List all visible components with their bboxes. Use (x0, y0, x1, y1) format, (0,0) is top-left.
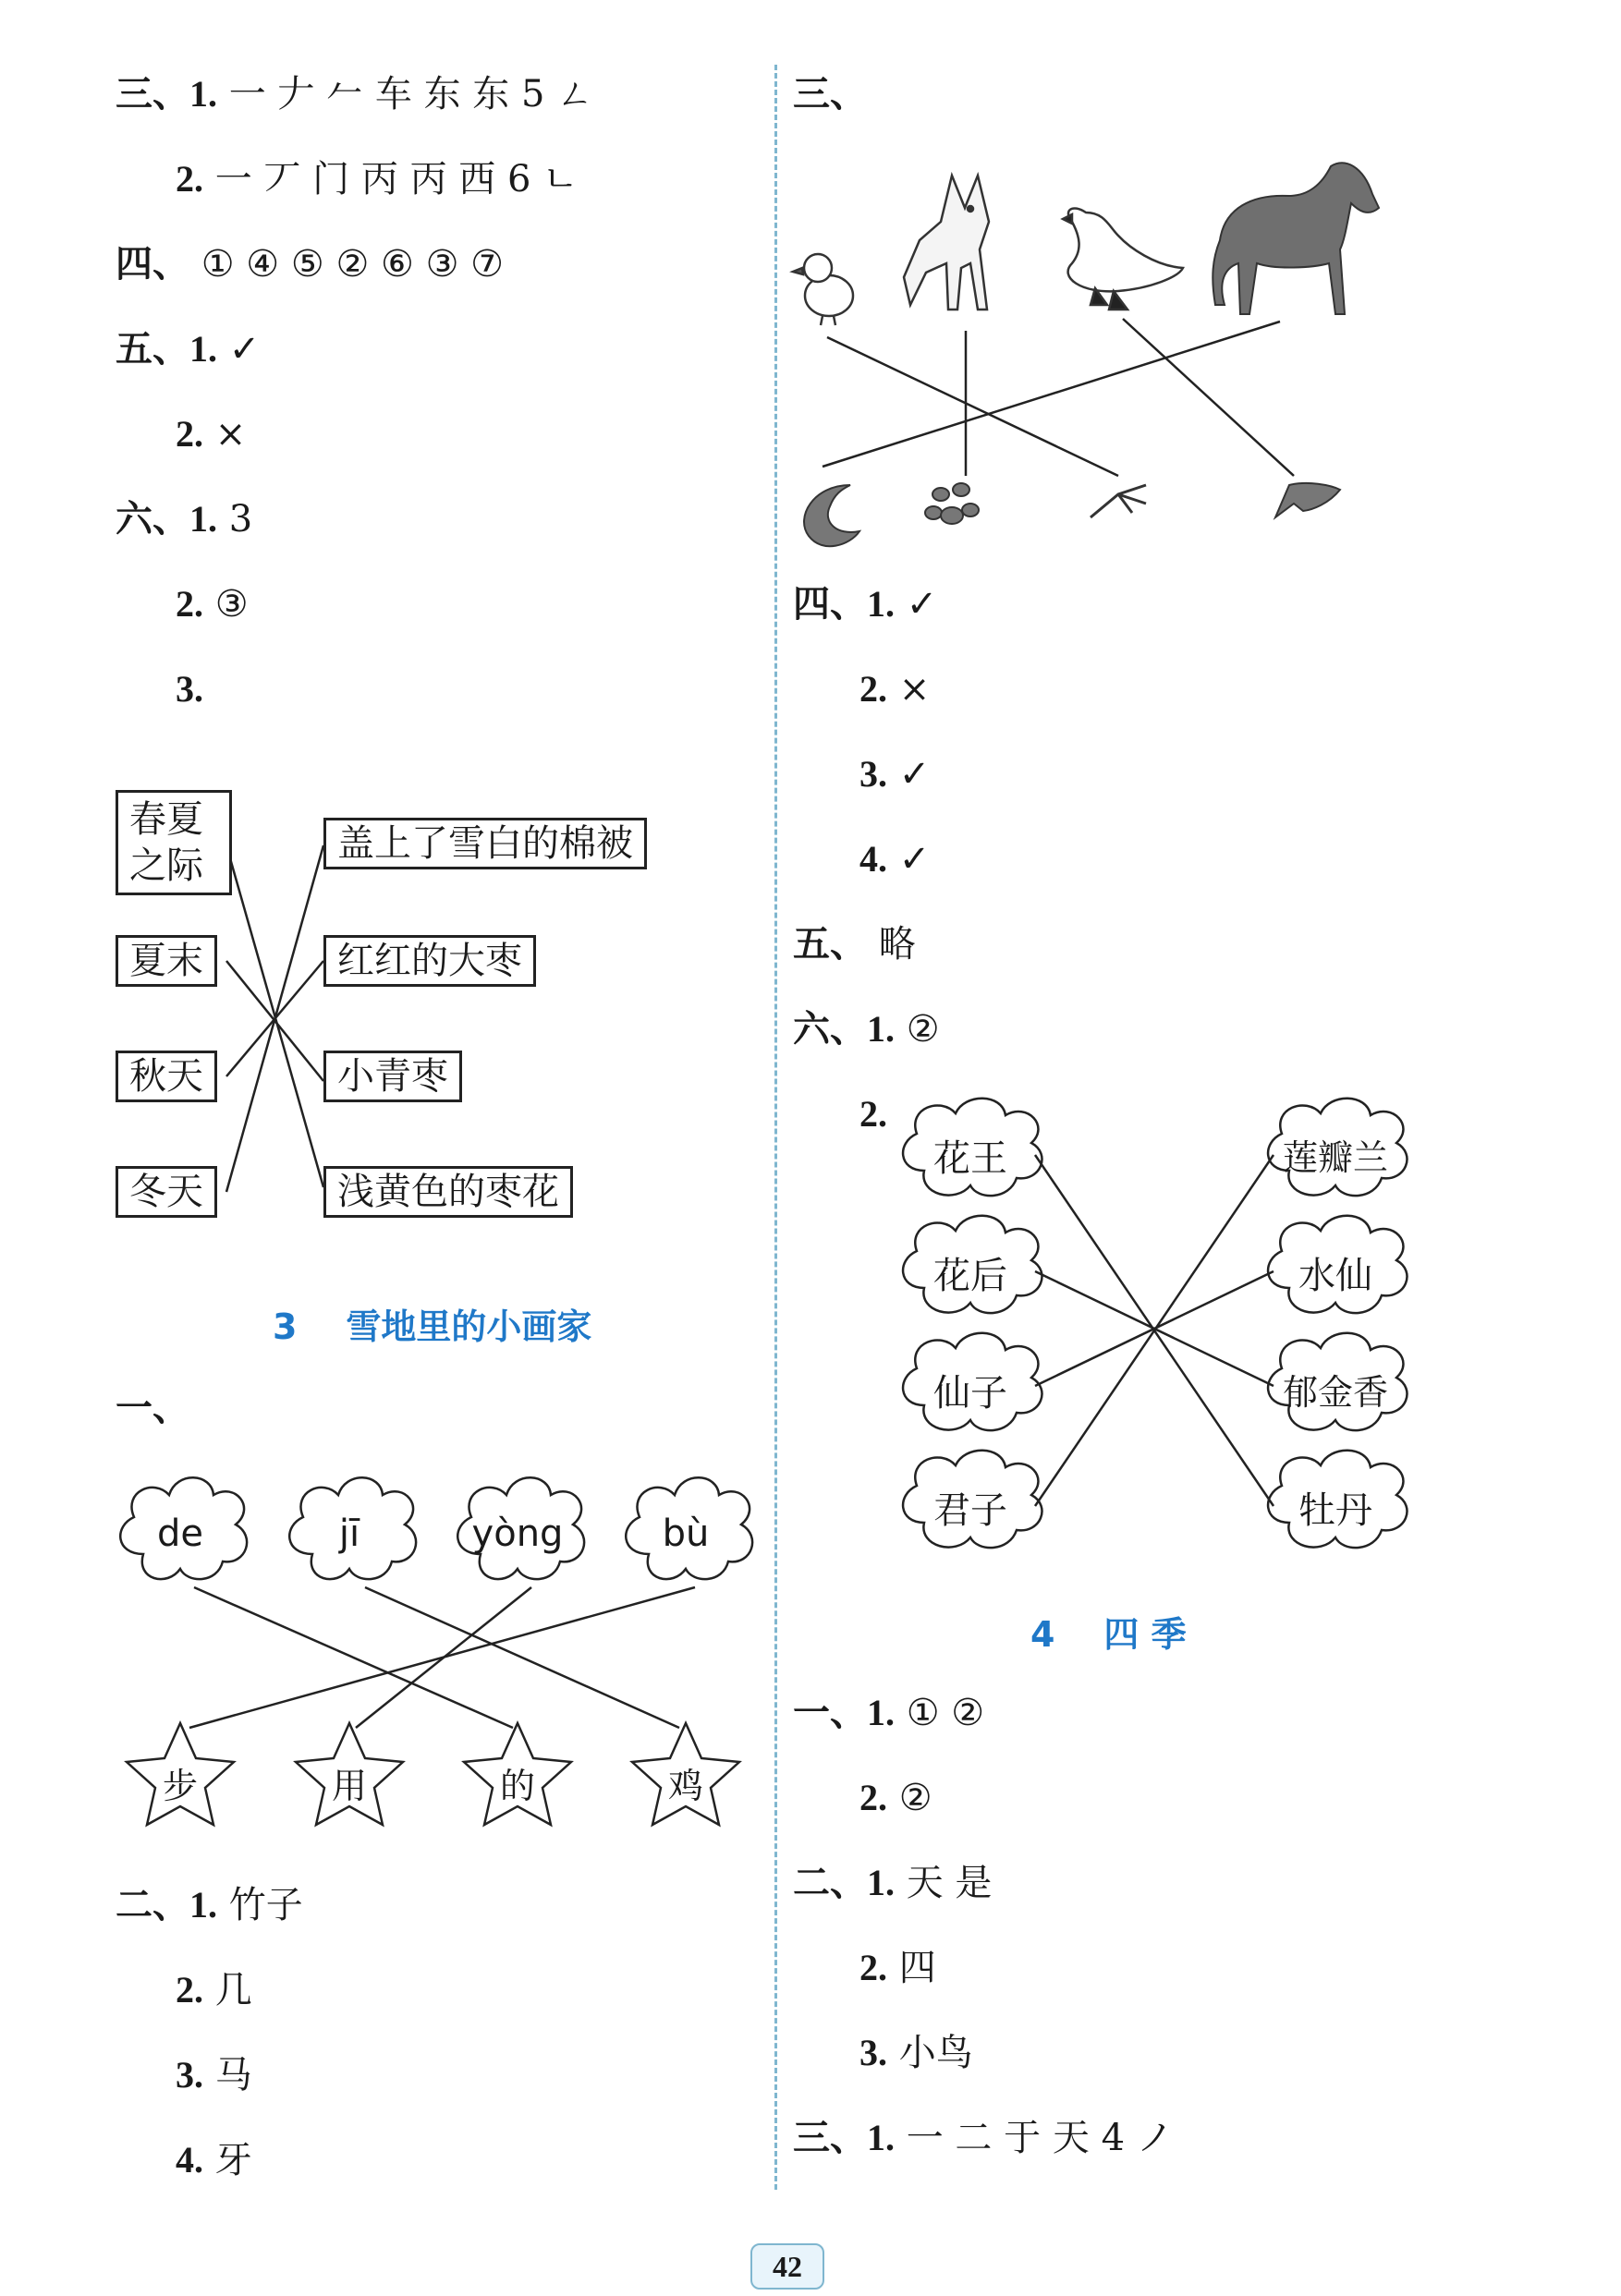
flower-left-2: 花后 (933, 1255, 1007, 1297)
right-answer-6-1: 六、1. ② (793, 1008, 940, 1051)
phrase-box-1: 盖上了雪白的棉被 (323, 818, 647, 869)
season-box-4: 冬天 (116, 1166, 217, 1218)
flower-right-4: 牡丹 (1298, 1489, 1372, 1532)
answer-5-1: 五、1. ✓ (116, 328, 261, 371)
flower-right-3: 郁金香 (1282, 1372, 1388, 1413)
right-section-3: 三、 (793, 73, 867, 115)
pinyin-2: jī (338, 1512, 360, 1555)
right-answer-4-3: 3. ✓ (859, 753, 931, 796)
phrase-box-4: 浅黄色的枣花 (323, 1166, 573, 1218)
answer-6-3: 3. (176, 668, 203, 710)
flower-left-3: 仙子 (933, 1372, 1007, 1415)
right-answer-4-2: 2. × (859, 668, 931, 711)
lesson-3-answer-2-2: 2. 几 (176, 1969, 252, 2011)
lesson-3-answer-2-1: 二、1. 竹子 (116, 1884, 303, 1926)
lesson-4-answer-1-1: 一、1. ① ② (793, 1692, 985, 1734)
answer-6-2: 2. ③ (176, 583, 249, 626)
flower-right-1: 莲瓣兰 (1282, 1137, 1388, 1178)
lesson-4-answer-2-1: 二、1. 天 是 (793, 1862, 993, 1904)
answer-5-2: 2. × (176, 413, 247, 456)
star-char-2: 用 (331, 1766, 367, 1806)
lesson-4-answer-2-3: 3. 小鸟 (859, 2032, 973, 2074)
lesson-4-answer-1-2: 2. ② (859, 1777, 932, 1819)
flower-left-4: 君子 (933, 1489, 1007, 1532)
lesson-4-answer-3-1: 三、1. 一 二 于 天 4 ノ (793, 2117, 1174, 2159)
star-char-1: 步 (162, 1766, 198, 1806)
page-number: 42 (750, 2243, 824, 2290)
answer-3-1: 三、1. 一 𠂇 𠂉 车 东 东 5 ㄥ (116, 73, 594, 115)
pinyin-4: bù (662, 1512, 710, 1555)
right-answer-4-4: 4. ✓ (859, 838, 931, 881)
lesson-4-title: 4 四 季 (1030, 1614, 1187, 1655)
lesson-3-answer-2-3: 3. 马 (176, 2054, 252, 2096)
star-char-3: 的 (499, 1766, 535, 1806)
lesson-3-answer-2-4: 4. 牙 (176, 2139, 252, 2181)
lesson-4-answer-2-2: 2. 四 (859, 1947, 936, 1989)
flower-right-2: 水仙 (1298, 1255, 1372, 1297)
right-answer-6-2: 2. (859, 1093, 887, 1135)
pinyin-1: de (157, 1512, 203, 1555)
lesson-3-section-1: 一、 (116, 1387, 189, 1428)
phrase-box-2: 红红的大枣 (323, 935, 536, 987)
flower-left-1: 花王 (933, 1137, 1007, 1180)
season-box-3: 秋天 (116, 1051, 217, 1102)
season-box-1: 春夏 之际 (116, 790, 232, 895)
star-char-4: 鸡 (667, 1766, 703, 1806)
right-answer-4-1: 四、1. ✓ (793, 583, 938, 626)
answer-6-1: 六、1. 3 (116, 498, 253, 541)
pinyin-3: yòng (471, 1512, 564, 1555)
lesson-3-title: 3 雪地里的小画家 (273, 1306, 592, 1347)
phrase-box-3: 小青枣 (323, 1051, 462, 1102)
right-answer-5: 五、 略 (793, 923, 916, 966)
season-box-2: 夏末 (116, 935, 217, 987)
answer-3-2: 2. 一 丆 门 丙 丙 西 6 ㄴ (176, 158, 579, 200)
answer-4: 四、 ① ④ ⑤ ② ⑥ ③ ⑦ (116, 243, 505, 285)
